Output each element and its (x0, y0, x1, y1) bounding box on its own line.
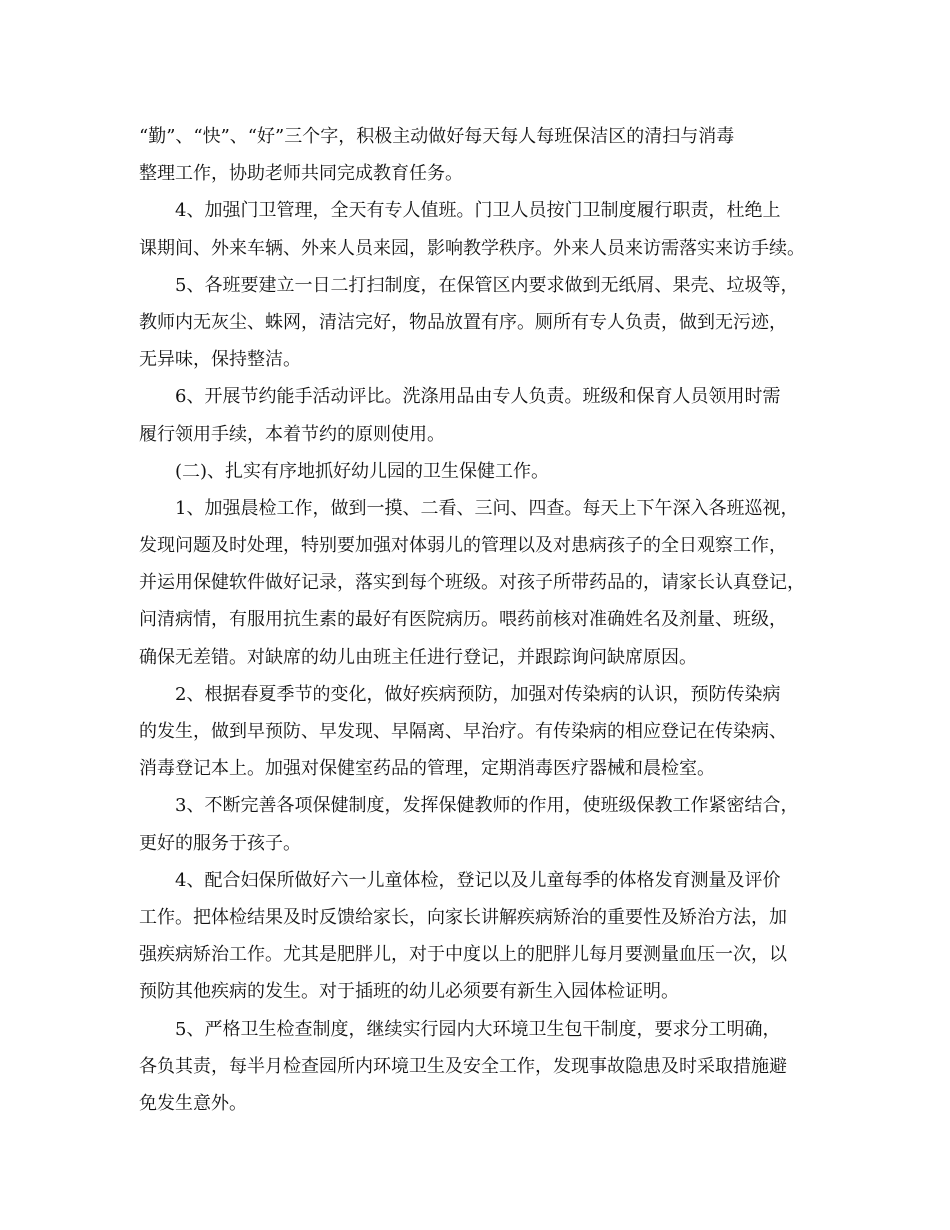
paragraph-line: 5、严格卫生检查制度，继续实行园内大环境卫生包干制度，要求分工明确， (175, 1018, 781, 1040)
paragraph-line: 无异味，保持整洁。 (139, 349, 301, 371)
paragraph-line: 2、根据春夏季节的变化，做好疾病预防，加强对传染病的认识，预防传染病 (175, 683, 781, 705)
paragraph-line: 4、配合妇保所做好六一儿童体检，登记以及儿童每季的体格发育测量及评价 (175, 869, 781, 891)
paragraph-line: 各负其责，每半月检查园所内环境卫生及安全工作，发现事故隐患及时采取措施避 (139, 1055, 787, 1077)
paragraph-line: 整理工作，协助老师共同完成教育任务。 (139, 163, 463, 185)
paragraph-line: “勤”、“快”、“好”三个字，积极主动做好每天每人每班保洁区的清扫与消毒 (139, 126, 735, 147)
paragraph-line: 4、加强门卫管理，全天有专人值班。门卫人员按门卫制度履行职责，杜绝上 (175, 200, 781, 222)
paragraph-line: 1、加强晨检工作，做到一摸、二看、三问、四查。每天上下午深入各班巡视， (175, 497, 799, 519)
paragraph-line: 的发生，做到早预防、早发现、早隔离、早治疗。有传染病的相应登记在传染病、 (139, 721, 787, 742)
paragraph-line: 履行领用手续，本着节约的原则使用。 (139, 423, 445, 445)
document-body (139, 118, 819, 1122)
paragraph-line: 问清病情，有服用抗生素的最好有医院病历。喂药前核对准确姓名及剂量、班级， (139, 609, 787, 631)
paragraph-line: 免发生意外。 (139, 1092, 247, 1114)
paragraph-line: 6、开展节约能手活动评比。洗涤用品由专人负责。班级和保育人员领用时需 (175, 386, 781, 408)
paragraph-line: 强疾病矫治工作。尤其是肥胖儿，对于中度以上的肥胖儿每月要测量血压一次，以 (139, 944, 787, 966)
paragraph-line: 确保无差错。对缺席的幼儿由班主任进行登记，并跟踪询问缺席原因。 (139, 646, 697, 668)
paragraph-line: 教师内无灰尘、蛛网，清洁完好，物品放置有序。厕所有专人负责，做到无污迹， (139, 311, 787, 333)
paragraph-line: 发现问题及时处理，特别要加强对体弱儿的管理以及对患病孩子的全日观察工作， (139, 535, 787, 557)
paragraph-line: 课期间、外来车辆、外来人员来园，影响教学秩序。外来人员来访需落实来访手续。 (139, 237, 805, 259)
paragraph-line: 预防其他疾病的发生。对于插班的幼儿必须要有新生入园体检证明。 (139, 981, 679, 1003)
paragraph-line: 工作。把体检结果及时反馈给家长，向家长讲解疾病矫治的重要性及矫治方法，加 (139, 906, 787, 928)
paragraph-line: 消毒登记本上。加强对保健室药品的管理，定期消毒医疗器械和晨检室。 (139, 758, 715, 780)
paragraph-line: 5、各班要建立一日二打扫制度，在保管区内要求做到无纸屑、果壳、垃圾等， (175, 274, 799, 296)
paragraph-line: 并运用保健软件做好记录，落实到每个班级。对孩子所带药品的，请家长认真登记， (139, 572, 805, 594)
section-heading: (二)、扎实有序地抓好幼儿园的卫生保健工作。 (175, 460, 550, 482)
paragraph-line: 更好的服务于孩子。 (139, 832, 301, 854)
paragraph-line: 3、不断完善各项保健制度，发挥保健教师的作用，使班级保教工作紧密结合， (175, 795, 799, 817)
